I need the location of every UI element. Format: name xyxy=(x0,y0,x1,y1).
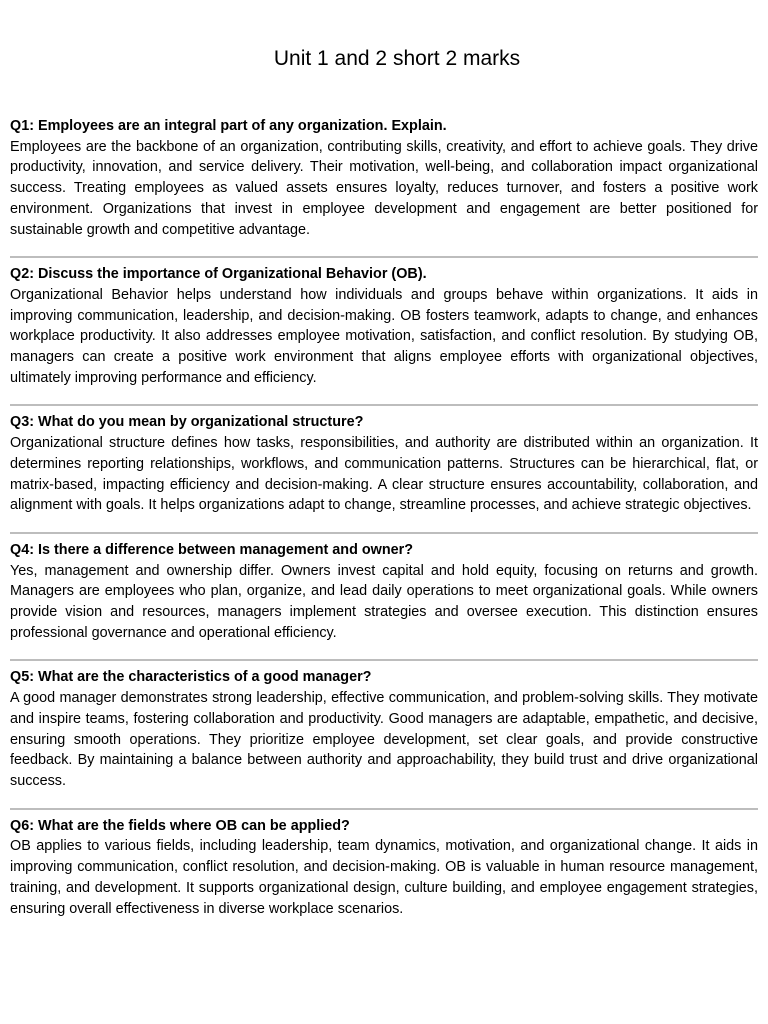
answer-5: A good manager demonstrates strong leadership, effective communication, and problem-solving skills. They motivate and inspire teams, fostering collaboration and productivity. Good managers are adaptable, empathetic, and decisive, ensuring smooth operations. They prioritize employee development, set clear goals, and provide constructive feedback. By maintaining a balance between authority and approachability, they build trust and drive organizational success. xyxy=(10,690,758,789)
answer-1: Employees are the backbone of an organization, contributing skills, creativity, and effort to achieve goals. They drive productivity, innovation, and service delivery. Their motivation, well-being, and collaboration impact organizational success. Treating employees as valued assets ensures loyalty, reduces turnover, and fosters a positive work environment. Organizations that invest in employee development and engagement are better positioned for sustainable growth and competitive advantage. xyxy=(10,138,758,238)
question-4: Q4: Is there a difference between management and owner? xyxy=(10,541,414,558)
answer-3: Organizational structure defines how tasks, responsibilities, and authority are distributed within an organization. It determines reporting relationships, workflows, and communication patterns. Structures can be hierarchical, flat, or matrix-based, impacting efficiency and decision-making. A clear structure ensures accountability, collaboration, and alignment with goals. It helps organizations adapt to change, streamline processes, and achieve strategic objectives. xyxy=(10,435,758,514)
question-1: Q1: Employees are an integral part of any organization. Explain. xyxy=(10,118,447,134)
qa-item-1 xyxy=(10,116,758,256)
qa-list xyxy=(10,116,758,935)
qa-item-5 xyxy=(10,659,758,807)
qa-item-3 xyxy=(10,404,758,532)
page-title: Unit 1 and 2 short 2 marks xyxy=(273,47,521,70)
answer-2: Organizational Behavior helps understand how individuals and groups behave within organizations. It aids in improving communication, leadership, and decision-making. OB fosters teamwork, adapts to change, and enhances workplace productivity. It also addresses employee motivation, satisfaction, and conflict resolution. By studying OB, managers can create a positive work environment that aligns employee efforts with organizational objectives, ultimately improving performance and efficiency. xyxy=(10,286,758,386)
question-3: Q3: What do you mean by organizational structure? xyxy=(10,414,364,431)
answer-6: OB applies to various fields, including leadership, team dynamics, motivation, and organizational change. It aids in improving communication, conflict resolution, and decision-making. OB is valuable in human resource management, training, and development. It supports organizational design, culture building, and employee engagement strategies, ensuring overall effectiveness in diverse workplace scenarios. xyxy=(10,838,758,917)
answer-4: Yes, management and ownership differ. Owners invest capital and hold equity, focusing on returns and growth. Managers are employees who plan, organize, and lead daily operations to meet organizational goals. While owners provide vision and resources, managers implement strategies and oversee execution. This distinction ensures professional governance and operational efficiency. xyxy=(10,562,758,641)
qa-item-6 xyxy=(10,808,758,936)
question-6: Q6: What are the fields where OB can be applied? xyxy=(10,817,350,834)
question-5: Q5: What are the characteristics of a good manager? xyxy=(10,669,372,686)
question-2: Q2: Discuss the importance of Organizational Behavior (OB). xyxy=(10,266,427,283)
qa-item-4 xyxy=(10,532,758,660)
qa-item-2 xyxy=(10,256,758,404)
